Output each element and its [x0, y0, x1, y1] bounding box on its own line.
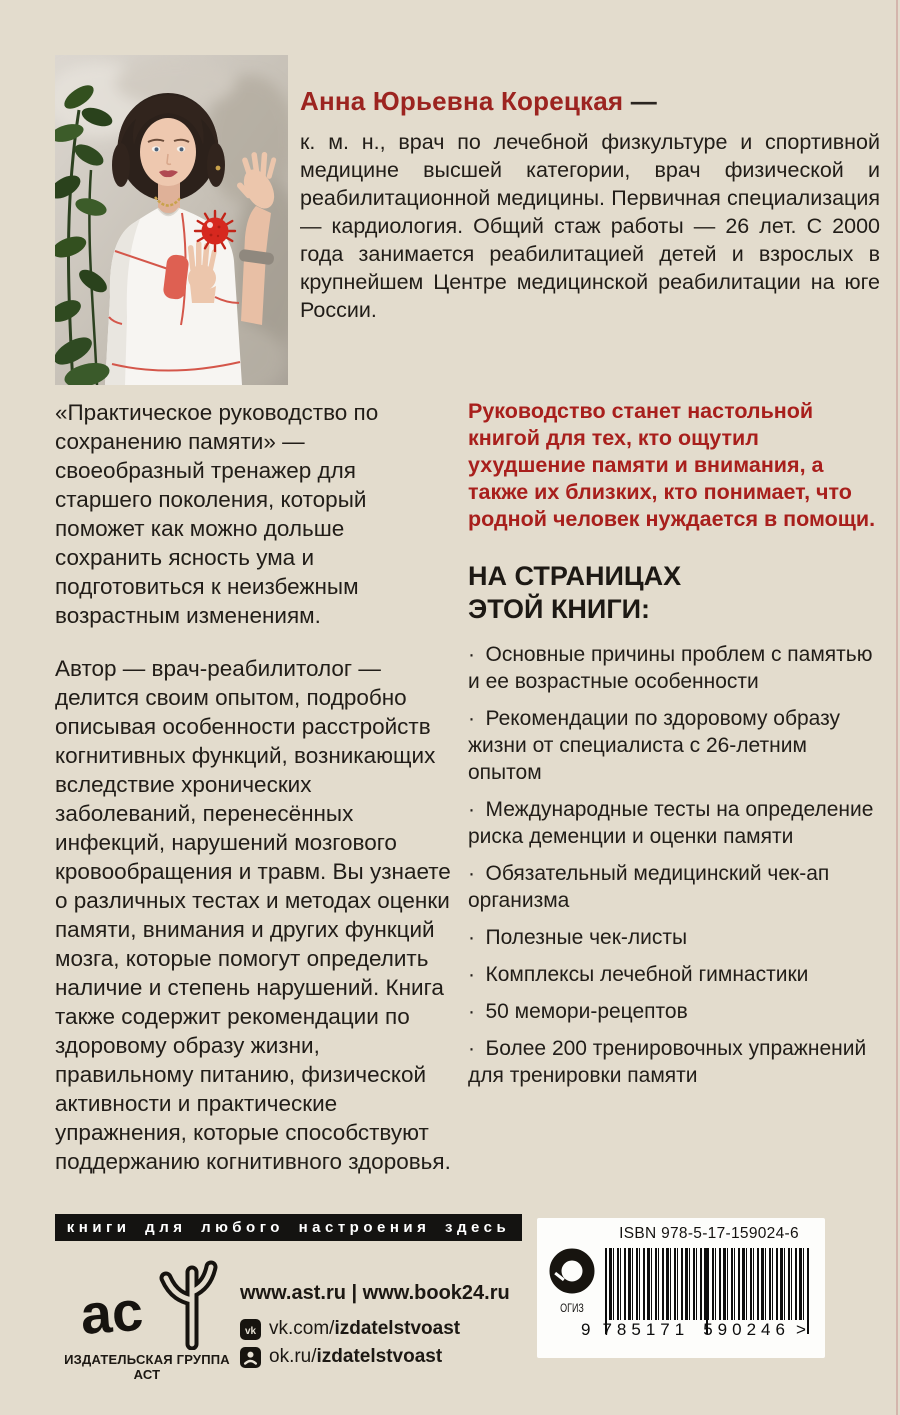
vk-link: [269, 1318, 460, 1340]
ogiz-ring-icon: [547, 1246, 597, 1296]
isbn-text: ISBN 978-5-17-159024-6: [619, 1225, 799, 1242]
book-feature-item: · 50 мемори-рецептов: [468, 1000, 688, 1023]
author-name: [300, 86, 880, 117]
barcode-digit-group-1: 785171: [602, 1320, 690, 1339]
barcode-digits: [581, 1320, 817, 1340]
slogan-banner: книги для любого настроения здесь: [55, 1214, 522, 1241]
author-name-text: Анна Юрьевна Корецкая: [300, 86, 624, 116]
book-feature-item: · Комплексы лечебной гимнастики: [468, 963, 809, 986]
annotation-column: [55, 398, 457, 1200]
ogiz-logo: [545, 1246, 599, 1315]
vk-icon: [240, 1319, 261, 1340]
book-feature-item: · Более 200 тренировочных упражнений для тренировки памяти: [468, 1037, 867, 1087]
book-feature-item: · Международные тесты на определение риска деменции и оценки памяти: [468, 798, 874, 848]
book-feature-item: · Рекомендации по здоровому образу жизни от специалиста с 26-летним опытом: [468, 707, 841, 784]
book-feature-list: [468, 641, 882, 1089]
isbn-barcode-box: [537, 1218, 825, 1358]
author-photo: [55, 55, 288, 385]
heading-line-1: НА СТРАНИЦАХ: [468, 561, 682, 591]
author-name-dash: —: [630, 86, 657, 116]
barcode-digit-left: 9: [581, 1320, 591, 1339]
ast-publisher-logo: [80, 1248, 230, 1355]
highlight-paragraph: Руководство станет настольной книгой для тех, кто ощутил ухудшение памяти и внимания, а также их близких, кто понимает, что родной человек нуждается в помощи.: [468, 399, 876, 531]
ok-handle: izdatelstvoast: [316, 1346, 443, 1367]
vk-handle: izdatelstvoast: [334, 1318, 461, 1339]
annotation-paragraph-1: «Практическое руководство по сохранению памяти» — своеобразный тренажер для старшего поколения, который поможет как можно дольше сохранить ясность ума и подготовиться к неизбежным возрастным изменениям.: [55, 400, 379, 628]
author-bio: к. м. н., врач по лечебной физкультуре и спортивной медицине высшей категории, врач физической и реабилитационной медицины. Первичная специализация — кардиология. Общий стаж работы — 26 лет. С 2000 года занимается реабилитацией детей и взрослых в крупнейшем Центре медицинской реабилитации на юге России.: [300, 130, 880, 322]
author-photo-illustration: [55, 55, 288, 385]
ok-link: [269, 1346, 442, 1368]
annotation-paragraph-2: Автор — врач-реабилитолог — делится своим опытом, подробно описывая особенности расстройств когнитивных функций, возникающих вследствие хронических заболеваний, перенесённых инфекций, нарушений мозгового кровообращения и травм. Вы узнаете о различных тестах и методах оценки памяти, внимания и других функций мозга, которые помогут определить наличие и степень нарушений. Книга также содержит рекомендации по здоровому образу жизни, правильному питанию, физической активности и практические упражнения, которые способствуют поддержанию когнитивного здоровья.: [55, 656, 451, 1174]
svg-text:vk: vk: [244, 1325, 257, 1337]
book-contents-heading: [468, 560, 882, 626]
cactus-icon: [166, 1267, 211, 1344]
publisher-websites: www.ast.ru | www.book24.ru: [240, 1282, 510, 1304]
barcode-end-mark: >: [795, 1320, 806, 1339]
publisher-caption: ИЗДАТЕЛЬСКАЯ ГРУППА АСТ: [64, 1352, 230, 1382]
heading-line-2: ЭТОЙ КНИГИ:: [468, 594, 651, 624]
book-feature-item: · Полезные чек-листы: [468, 926, 688, 949]
book-feature-item: · Основные причины проблем с памятью и ее возрастные особенности: [468, 643, 873, 693]
highlights-column: [468, 398, 882, 1099]
book-feature-item: · Обязательный медицинский чек-ап организма: [468, 862, 830, 912]
ast-logo-letters: ас: [80, 1278, 145, 1346]
ogiz-caption: ОГИЗ: [560, 1303, 584, 1315]
cover-edge-line: [896, 0, 898, 1415]
ok-prefix: ok.ru/: [269, 1346, 317, 1367]
vk-link-row: [240, 1318, 460, 1340]
ok-link-row: [240, 1346, 442, 1368]
barcode-digit-group-2: 590246: [703, 1320, 790, 1339]
vk-prefix: vk.com/: [269, 1318, 335, 1339]
author-block: [300, 86, 880, 324]
ok-icon: [240, 1347, 261, 1368]
